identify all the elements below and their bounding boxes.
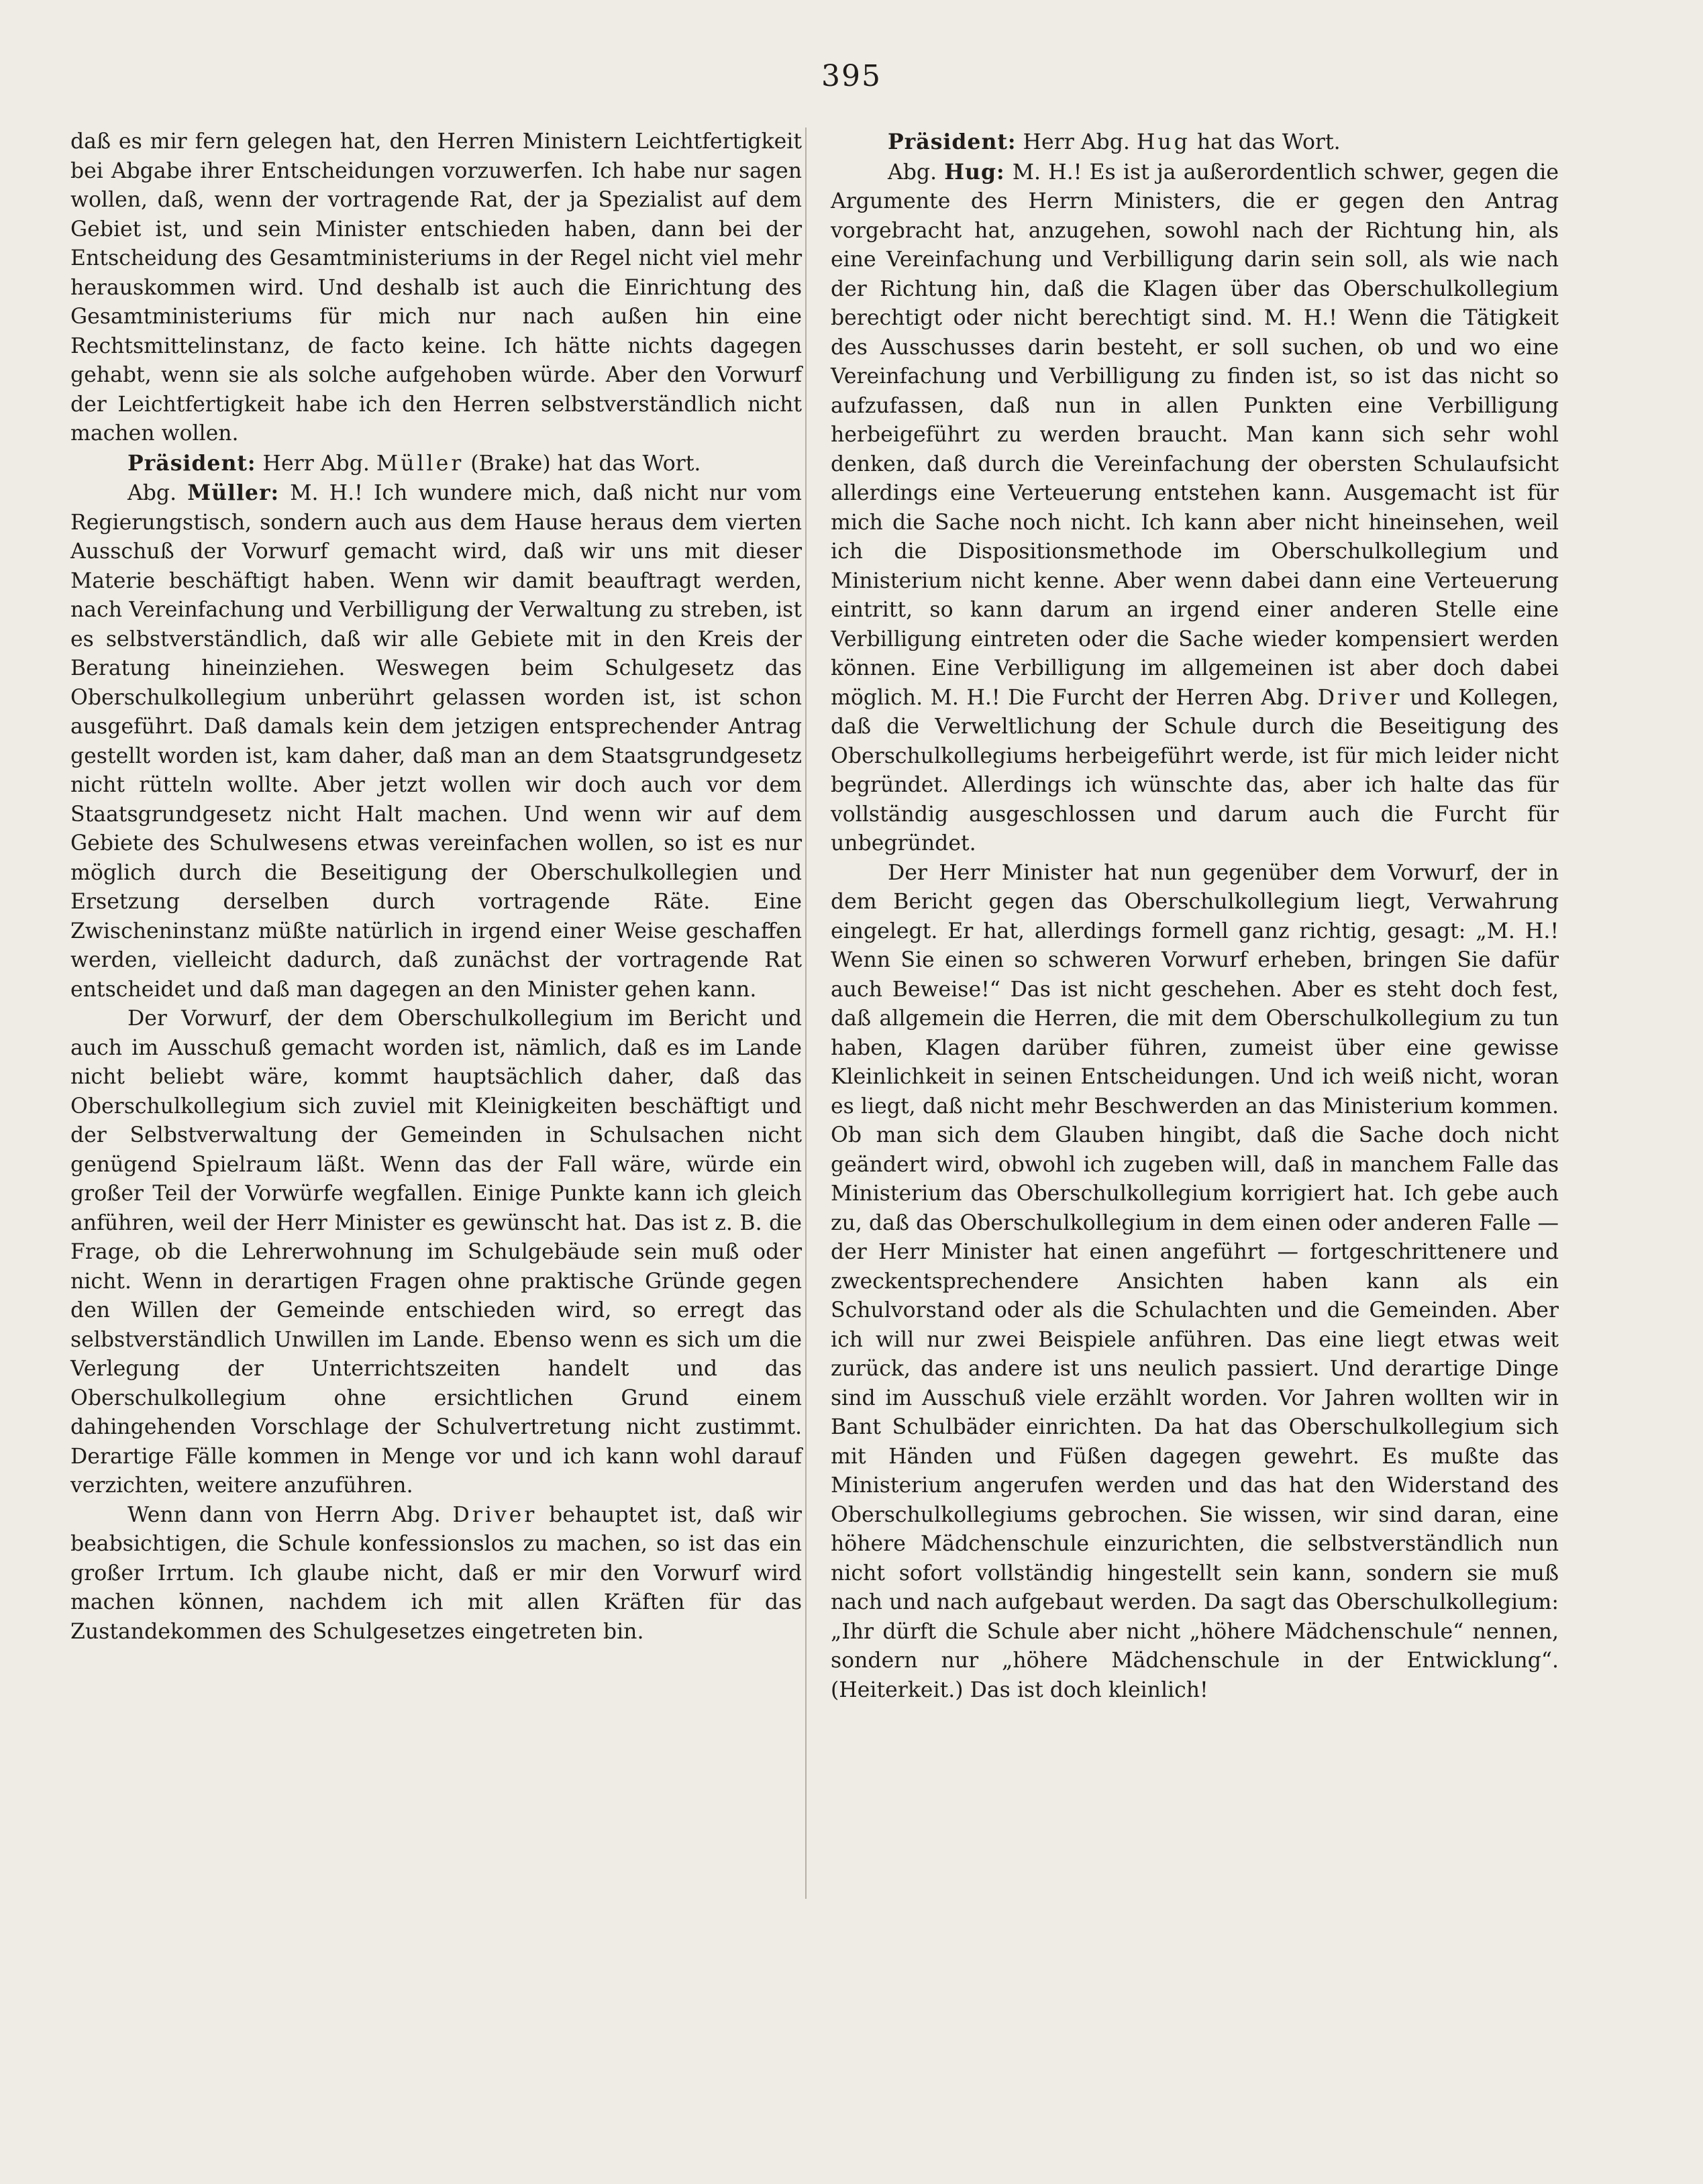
text-run: behauptet ist, daß wir beabsichtigen, die Schule konfessionslos zu machen, so ist das ein großer Irrtum. Ich glaube nicht, daß er mir den Vorwurf wird machen können, nachdem ich mit allen Kräften für das Zustandekommen des Schulgesetzes eingetreten bin. [70, 1502, 802, 1644]
paragraph [831, 158, 1559, 859]
column-divider [805, 127, 807, 1899]
text-run: (Brake) hat das Wort. [464, 451, 701, 476]
left-column [70, 127, 802, 1647]
text-run: Herr Abg. [256, 451, 376, 476]
paragraph: Der Herr Minister hat nun gegenüber dem Vorwurf, der in dem Bericht gegen das Oberschulkollegium liegt, Verwahrung eingelegt. Er hat, allerdings formell ganz richtig, gesagt: „M. H.! Wenn Sie einen so schweren Vorwurf erheben, bringen Sie dafür auch Beweise!“ Das ist nicht geschehen. Aber es steht doch fest, daß allgemein die Herren, die mit dem Oberschulkollegium zu tun haben, Klagen darüber führen, zumeist über eine gewisse Kleinlichkeit in seinen Entscheidungen. Und ich weiß nicht, woran es liegt, daß nicht mehr Beschwerden an das Ministerium kommen. Ob man sich dem Glauben hingibt, daß die Sache doch nicht geändert wird, obwohl ich zugeben will, daß in manchem Falle das Ministerium das Oberschulkollegium korrigiert hat. Ich gebe auch zu, daß das Oberschulkollegium in dem einen oder anderen Falle — der Herr Minister hat einen angeführt — fortgeschrittenere und zweckentsprechendere Ansichten haben kann als ein Schulvorstand oder als die Schulachten und die Gemeinden. Aber ich will nur zwei Beispiele anführen. Das eine liegt etwas weit zurück, das andere ist uns neulich passiert. Und derartige Dinge sind im Ausschuß viele erzählt worden. Vor Jahren wollten wir in Bant Schulbäder einrichten. Da hat das Oberschulkollegium sich mit Händen und Füßen dagegen gewehrt. Es mußte das Ministerium angerufen werden und das hat den Widerstand des Oberschulkollegiums gebrochen. Sie wissen, wir sind daran, eine höhere Mädchenschule einzurichten, die selbstverständlich nun nicht sofort vollständig hingestellt sein kann, sondern sie muß nach und nach aufgebaut werden. Da sagt das Oberschulkollegium: „Ihr dürft die Schule aber nicht „höhere Mädchenschule“ nennen, sondern nur „höhere Mädchenschule in der Entwicklung“. (Heiterkeit.) Das ist doch kleinlich! [831, 860, 1559, 1702]
speaker-label: Hug: [944, 159, 1005, 185]
paragraph [70, 478, 802, 1004]
text-run: Abg. [888, 160, 945, 185]
member-name: Hug [1136, 130, 1190, 154]
text-run: M. H.! Es ist ja außerordentlich schwer, gegen die Argumente des Herrn Ministers, die er gegen den Antrag vorgebracht hat, anzugehen, sowohl nach der Richtung hin, als eine Vereinfachung und Verbilligung darin sein soll, als wie nach der Richtung hin, daß die Klagen über das Oberschulkollegium berechtigt oder nicht berechtigt sind. M. H.! Wenn die Tätigkeit des Ausschusses darin besteht, er soll suchen, ob und wo eine Vereinfachung und Verbilligung zu finden ist, so ist das nicht so aufzufassen, daß nun in allen Punkten eine Verbilligung herbeigeführt zu werden braucht. Man kann sich sehr wohl denken, daß durch die Vereinfachung der obersten Schulaufsicht allerdings eine Verteuerung entstehen kann. Ausgemacht ist für mich die Sache noch nicht. Ich kann aber nicht hineinsehen, weil ich die Dispositionsmethode im Oberschulkollegium und Ministerium nicht kenne. Aber wenn dabei dann eine Verteuerung eintritt, so kann darum an irgend einer anderen Stelle eine Verbilligung eintreten oder die Sache wieder kompensiert werden können. Eine Verbilligung im allgemeinen ist aber doch dabei möglich. M. H.! Die Furcht der Herren Abg. [831, 160, 1559, 710]
paragraph: daß es mir fern gelegen hat, den Herren Ministern Leichtfertigkeit bei Abgabe ihrer Entscheidungen vorzuwerfen. Ich habe nur sagen wollen, daß, wenn der vortragende Rat, der ja Spezialist auf dem Gebiet ist, und sein Minister entschieden haben, dann bei der Entscheidung des Gesamtministeriums in der Regel nicht viel mehr herauskommen wird. Und deshalb ist auch die Einrichtung des Gesamtministeriums für mich nur nach außen hin eine Rechtsmittelinstanz, de facto keine. Ich hätte nichts dagegen gehabt, wenn sie als solche aufgehoben würde. Aber den Vorwurf der Leichtfertigkeit habe ich den Herren selbstverständlich nicht machen wollen. [70, 129, 802, 446]
text-run: hat das Wort. [1190, 130, 1341, 154]
text-run: Abg. [127, 481, 188, 505]
text-run: Wenn dann von Herrn Abg. [127, 1502, 453, 1527]
paragraph [70, 449, 802, 479]
member-name: Driver [1317, 685, 1402, 710]
speaker-label: Präsident: [127, 450, 256, 476]
member-name: Driver [452, 1502, 537, 1527]
paragraph [70, 1501, 802, 1647]
text-run: M. H.! Ich wundere mich, daß nicht nur vom Regierungstisch, sondern auch aus dem Hause heraus dem vierten Ausschuß der Vorwurf gemacht wird, daß wir uns mit dieser Materie beschäftigt haben. Wenn wir damit beauftragt werden, nach Vereinfachung und Verbilligung der Verwaltung zu streben, ist es selbstverständlich, daß wir alle Gebiete mit in den Kreis der Beratung hineinziehen. Weswegen beim Schulgesetz das Oberschulkollegium unberührt gelassen worden ist, ist schon ausgeführt. Daß damals kein dem jetzigen entsprechender Antrag gestellt worden ist, kam daher, daß man an dem Staatsgrundgesetz nicht rütteln wollte. Aber jetzt wollen wir doch auch vor dem Staatsgrundgesetz nicht Halt machen. Und wenn wir auf dem Gebiete des Schulwesens etwas vereinfachen wollen, so ist es nur möglich durch die Beseitigung der Oberschulkollegien und Ersetzung derselben durch vortragende Räte. Eine Zwischeninstanz müßte natürlich in irgend einer Weise geschaffen werden, vielleicht dadurch, daß zunächst der vortragende Rat entscheidet und daß man dagegen an den Minister gehen kann. [70, 481, 802, 1002]
member-name: Müller [376, 451, 464, 476]
speaker-label: Müller: [187, 480, 280, 505]
speaker-label: Präsident: [888, 129, 1017, 154]
paragraph [831, 127, 1559, 158]
text-run: und Kollegen, daß die Verweltlichung der Schule durch die Beseitigung des Oberschulkollegiums herbeigeführt werde, ist für mich leider nicht begründet. Allerdings ich wünschte das, aber ich halte das für vollständig ausgeschlossen und darum auch die Furcht für unbegründet. [831, 685, 1559, 855]
text-run: Herr Abg. [1016, 130, 1137, 154]
right-column [831, 127, 1559, 1705]
page-number: 395 [821, 59, 882, 93]
paragraph: Der Vorwurf, der dem Oberschulkollegium im Bericht und auch im Ausschuß gemacht worden ist, nämlich, daß es im Lande nicht beliebt wäre, kommt hauptsächlich daher, daß das Oberschulkollegium sich zuviel mit Kleinigkeiten beschäftigt und der Selbstverwaltung der Gemeinden in Schulsachen nicht genügend Spielraum läßt. Wenn das der Fall wäre, würde ein großer Teil der Vorwürfe wegfallen. Einige Punkte kann ich gleich anführen, weil der Herr Minister es gewünscht hat. Das ist z. B. die Frage, ob die Lehrerwohnung im Schulgebäude sein muß oder nicht. Wenn in derartigen Fragen ohne praktische Gründe gegen den Willen der Gemeinde entschieden wird, so erregt das selbstverständlich Unwillen im Lande. Ebenso wenn es sich um die Verlegung der Unterrichtszeiten handelt und das Oberschulkollegium ohne ersichtlichen Grund einem dahingehenden Vorschlage der Schulvertretung nicht zustimmt. Derartige Fälle kommen in Menge vor und ich kann wohl darauf verzichten, weitere anzuführen. [70, 1006, 802, 1498]
